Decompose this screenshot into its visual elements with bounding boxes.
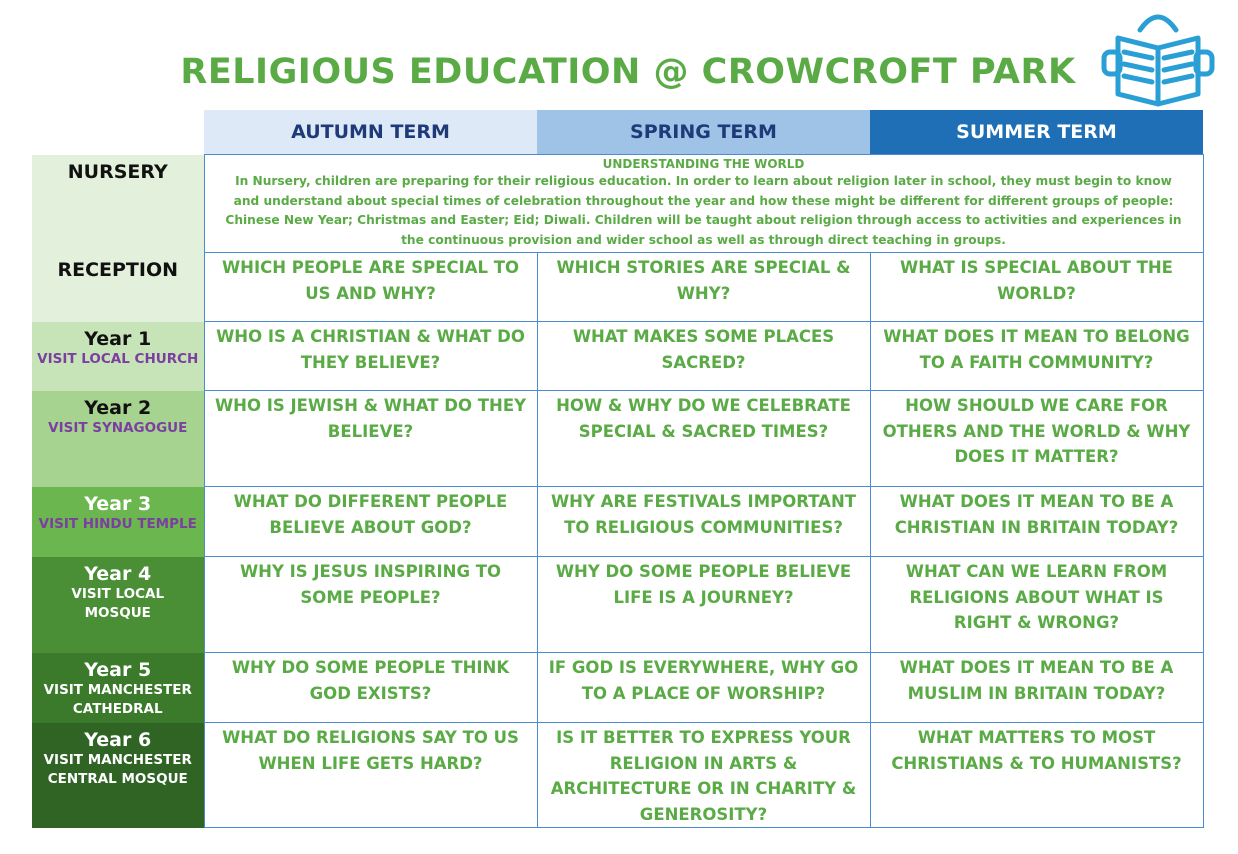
spring-question: WHICH STORIES ARE SPECIAL & WHY?: [537, 253, 870, 322]
nursery-heading: UNDERSTANDING THE WORLD: [602, 157, 805, 171]
year-name: Year 2: [84, 396, 152, 419]
page-title: RELIGIOUS EDUCATION @ CROWCROFT PARK: [180, 52, 1076, 92]
year-label: [32, 322, 204, 391]
term-header-row: [32, 110, 1203, 155]
autumn-question: WHAT DO RELIGIONS SAY TO US WHEN LIFE GETS HARD?: [204, 723, 537, 828]
visit-text: VISIT LOCAL CHURCH: [37, 350, 199, 367]
spring-question: WHY DO SOME PEOPLE BELIEVE LIFE IS A JOURNEY?: [537, 557, 870, 653]
year-name: Year 4: [84, 562, 152, 585]
year-row: [32, 723, 1203, 828]
header-blank: [32, 110, 204, 155]
year-row: [32, 557, 1203, 653]
summer-question: WHAT DOES IT MEAN TO BELONG TO A FAITH COMMUNITY?: [870, 322, 1203, 391]
curriculum-table: [32, 110, 1204, 828]
summer-question: WHAT DOES IT MEAN TO BE A MUSLIM IN BRITAIN TODAY?: [870, 653, 1203, 723]
spring-question: WHAT MAKES SOME PLACES SACRED?: [537, 322, 870, 391]
autumn-question: WHAT DO DIFFERENT PEOPLE BELIEVE ABOUT GOD?: [204, 487, 537, 557]
year-label: [32, 391, 204, 487]
nursery-description: [204, 155, 1203, 253]
year-name: Year 5: [84, 658, 152, 681]
spring-question: IF GOD IS EVERYWHERE, WHY GO TO A PLACE OF WORSHIP?: [537, 653, 870, 723]
year-label: [32, 557, 204, 653]
spring-question: IS IT BETTER TO EXPRESS YOUR RELIGION IN ARTS & ARCHITECTURE OR IN CHARITY & GENEROSITY?: [537, 723, 870, 828]
autumn-question: WHO IS A CHRISTIAN & WHAT DO THEY BELIEVE?: [204, 322, 537, 391]
autumn-question: WHO IS JEWISH & WHAT DO THEY BELIEVE?: [204, 391, 537, 487]
reading-book-icon: [1100, 8, 1216, 108]
visit-text: VISIT LOCAL MOSQUE: [71, 585, 165, 621]
year-name: Year 3: [84, 492, 152, 515]
year-row: [32, 322, 1203, 391]
summer-question: WHAT CAN WE LEARN FROM RELIGIONS ABOUT WHAT IS RIGHT & WRONG?: [870, 557, 1203, 653]
nursery-label: [32, 155, 204, 253]
autumn-question: WHY DO SOME PEOPLE THINK GOD EXISTS?: [204, 653, 537, 723]
year-name: Year 6: [84, 728, 152, 751]
year-label: [32, 253, 204, 322]
year-row: [32, 391, 1203, 487]
visit-text: VISIT MANCHESTER CENTRAL MOSQUE: [43, 751, 192, 787]
visit-text: VISIT SYNAGOGUE: [48, 419, 188, 436]
autumn-question: WHY IS JESUS INSPIRING TO SOME PEOPLE?: [204, 557, 537, 653]
summer-question: HOW SHOULD WE CARE FOR OTHERS AND THE WORLD & WHY DOES IT MATTER?: [870, 391, 1203, 487]
year-name: RECEPTION: [57, 258, 179, 281]
year-label: [32, 653, 204, 723]
year-row: [32, 487, 1203, 557]
visit-text: VISIT HINDU TEMPLE: [38, 515, 197, 532]
visit-text: VISIT MANCHESTER CATHEDRAL: [43, 681, 192, 717]
summer-term-header: SUMMER TERM: [870, 110, 1203, 155]
spring-question: WHY ARE FESTIVALS IMPORTANT TO RELIGIOUS COMMUNITIES?: [537, 487, 870, 557]
summer-question: WHAT MATTERS TO MOST CHRISTIANS & TO HUMANISTS?: [870, 723, 1203, 828]
nursery-row: [32, 155, 1203, 253]
spring-question: HOW & WHY DO WE CELEBRATE SPECIAL & SACRED TIMES?: [537, 391, 870, 487]
autumn-question: WHICH PEOPLE ARE SPECIAL TO US AND WHY?: [204, 253, 537, 322]
summer-question: WHAT DOES IT MEAN TO BE A CHRISTIAN IN BRITAIN TODAY?: [870, 487, 1203, 557]
autumn-term-header: AUTUMN TERM: [204, 110, 537, 155]
year-label: [32, 487, 204, 557]
nursery-text: In Nursery, children are preparing for their religious education. In order to learn about religion later in school, they must begin to know and understand about special times of celebration throughout the year and how these might be different for different groups of people: Chinese New Year; Christmas and Easter; Eid; Diwali. Children will be taught about religion through access to activities and experiences in the continuous provision and wider school as well as through direct teaching in groups.: [225, 174, 1182, 247]
spring-term-header: SPRING TERM: [537, 110, 870, 155]
year-row: [32, 253, 1203, 322]
nursery-label-text: NURSERY: [67, 160, 168, 183]
year-label: [32, 723, 204, 828]
year-name: Year 1: [84, 327, 152, 350]
year-row: [32, 653, 1203, 723]
summer-question: WHAT IS SPECIAL ABOUT THE WORLD?: [870, 253, 1203, 322]
